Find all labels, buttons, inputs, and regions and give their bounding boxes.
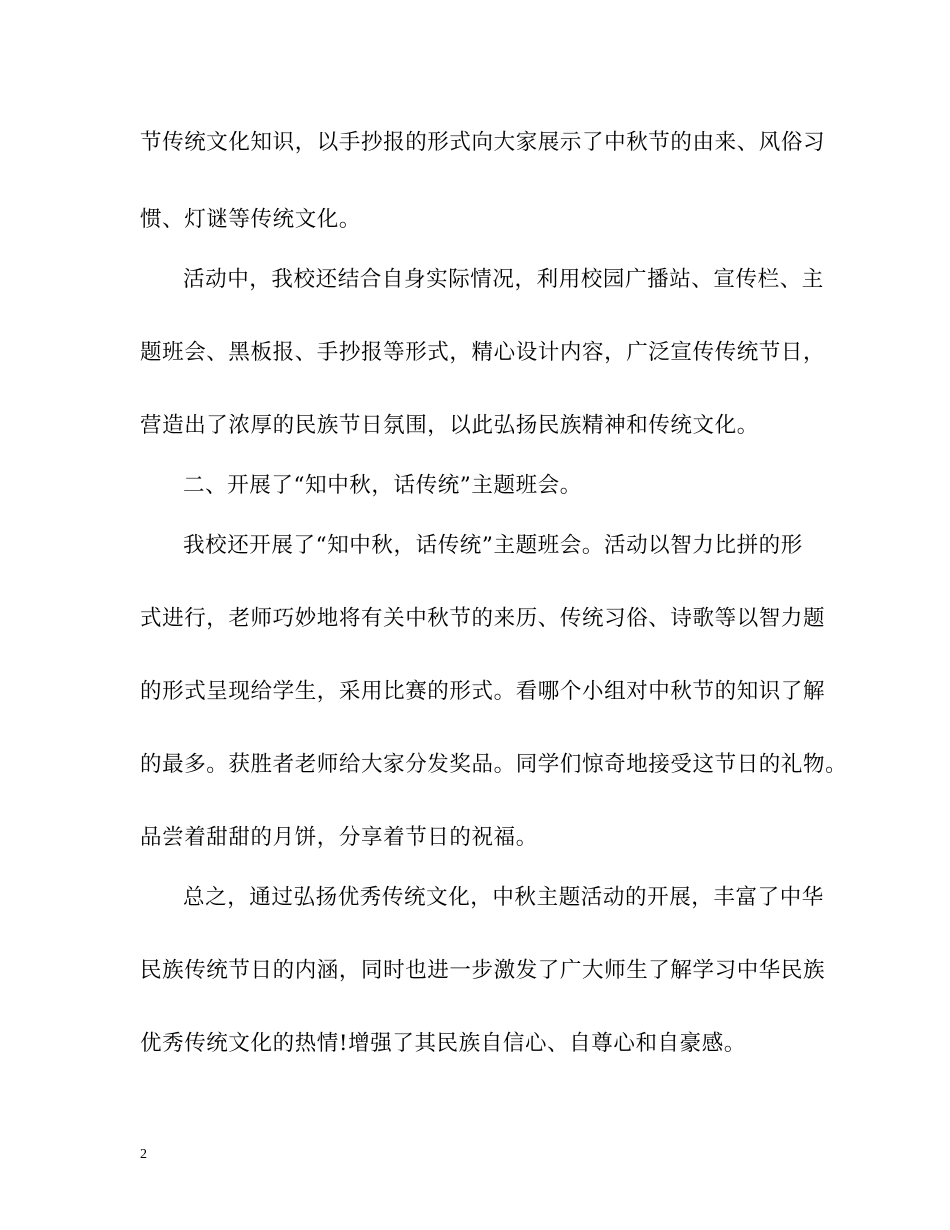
paragraph-start-line: 我校还开展了“知中秋，话传统”主题班会。活动以智力比拼的形 bbox=[183, 533, 803, 558]
text-line: 品尝着甜甜的月饼，分享着节日的祝福。 bbox=[140, 825, 538, 850]
paragraph-start-line: 活动中，我校还结合自身实际情况，利用校园广播站、宣传栏、主 bbox=[183, 267, 824, 292]
text-line: 式进行，老师巧妙地将有关中秋节的来历、传统习俗、诗歌等以智力题 bbox=[140, 606, 826, 631]
text-line: 优秀传统文化的热情!增强了其民族自信心、自尊心和自豪感。 bbox=[140, 1031, 746, 1056]
text-line: 营造出了浓厚的民族节日氛围，以此弘扬民族精神和传统文化。 bbox=[140, 413, 759, 438]
page-number: 2 bbox=[140, 1147, 147, 1162]
text-line: 惯、灯谜等传统文化。 bbox=[140, 207, 362, 232]
text-line: 的形式呈现给学生，采用比赛的形式。看哪个小组对中秋节的知识了解 bbox=[140, 679, 826, 704]
text-line: 题班会、黑板报、手抄报等形式，精心设计内容，广泛宣传传统节日， bbox=[140, 340, 826, 365]
text-line: 的最多。获胜者老师给大家分发奖品。同学们惊奇地接受这节日的礼物。 bbox=[140, 752, 848, 777]
paragraph-start-line: 总之，通过弘扬优秀传统文化，中秋主题活动的开展，丰富了中华 bbox=[183, 885, 824, 910]
text-line: 节传统文化知识，以手抄报的形式向大家展示了中秋节的由来、风俗习 bbox=[140, 130, 826, 155]
section-heading: 二、开展了“知中秋，话传统”主题班会。 bbox=[183, 473, 582, 498]
text-line: 民族传统节日的内涵，同时也进一步激发了广大师生了解学习中华民族 bbox=[140, 958, 826, 983]
